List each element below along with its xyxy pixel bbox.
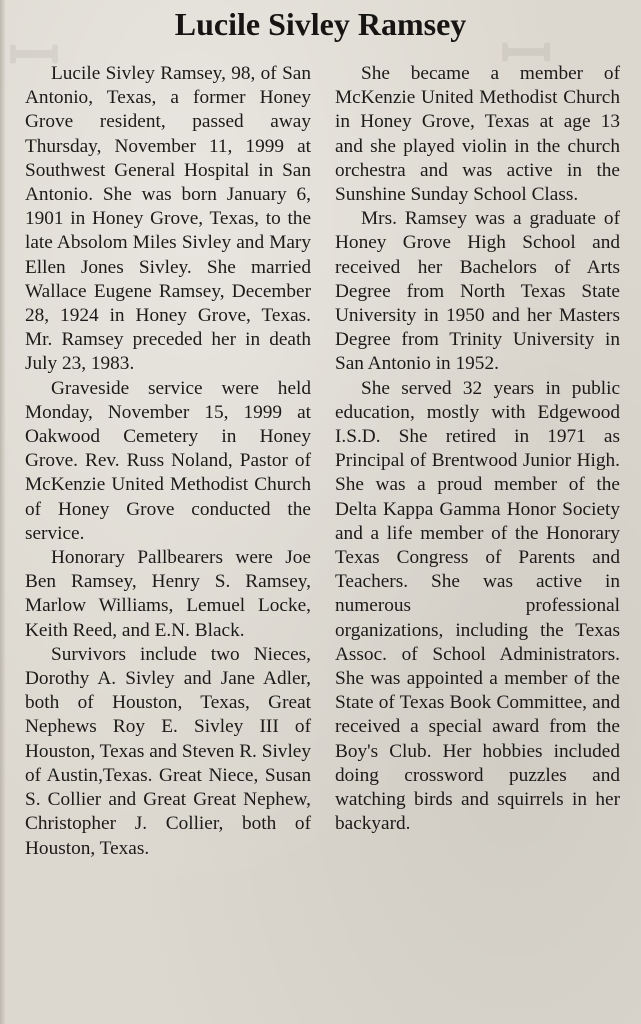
- show-through-print-right: ꟷ: [500, 19, 557, 90]
- obituary-headline: Lucile Sivley Ramsey: [174, 6, 467, 42]
- paragraph-death-notice: Lucile Sivley Ramsey, 98, of San Antonio, Texas, a former Honey Grove resident, passed away Thursday, November 11, 1999 at Southwest General Hospital in San Antonio. She was born January 6, 1901 in Honey Grove, Texas, to the late Absolom Miles Sivley and Mary Ellen Jones Sivley. She married Wallace Eugene Ramsey, December 28, 1924 in Honey Grove, Texas. Mr. Ramsey preceded her in death July 23, 1983.: [25, 63, 311, 375]
- paragraph-survivors: Survivors include two Nieces, Dorothy A. Sivley and Jane Adler, both of Houston, Texas, Great Nephews Roy E. Sivley III of Houston, Texas and Steven R. Sivley of Austin,Texas. Great Niece, Susan S. Collier and Great Great Nephew, Christopher J. Collier, both of Houston, Texas.: [25, 643, 311, 859]
- article-column-left: [25, 62, 311, 861]
- paragraph-church-membership: She became a member of McKenzie United Methodist Church in Honey Grove, Texas at age 13 and she played violin in the church orchestra and was active in the Sunshine Sunday School Class.: [335, 63, 620, 206]
- article-column-right: [335, 62, 620, 837]
- clipping-edge-shadow: [0, 0, 6, 1024]
- paragraph-career: She served 32 years in public education, mostly with Edgewood I.S.D. She retired in 1971 as Principal of Brentwood Junior High. She was a proud member of the Delta Kappa Gamma Honor Society and a life member of the Honorary Texas Congress of Parents and Teachers. She was active in numerous professional organizations, including the Texas Assoc. of School Administrators. She was appointed a member of the State of Texas Book Committee, and received a special award from the Boy's Club. Her hobbies included doing crossword puzzles and watching birds and squirrels in her backyard.: [335, 377, 620, 835]
- paragraph-graveside-service: Graveside service were held Monday, November 15, 1999 at Oakwood Cemetery in Honey Grove. Rev. Russ Noland, Pastor of McKenzie United Methodist Church of Honey Grove conducted the service.: [25, 377, 311, 544]
- paragraph-pallbearers: Honorary Pallbearers were Joe Ben Ramsey, Henry S. Ramsey, Marlow Williams, Lemuel Locke, Keith Reed, and E.N. Black.: [25, 547, 311, 641]
- show-through-print-left: ꟷ: [8, 21, 65, 92]
- paragraph-education: Mrs. Ramsey was a graduate of Honey Grove High School and received her Bachelors of Arts Degree from North Texas State University in 1950 and her Masters Degree from Trinity University in San Antonio in 1952.: [335, 208, 620, 375]
